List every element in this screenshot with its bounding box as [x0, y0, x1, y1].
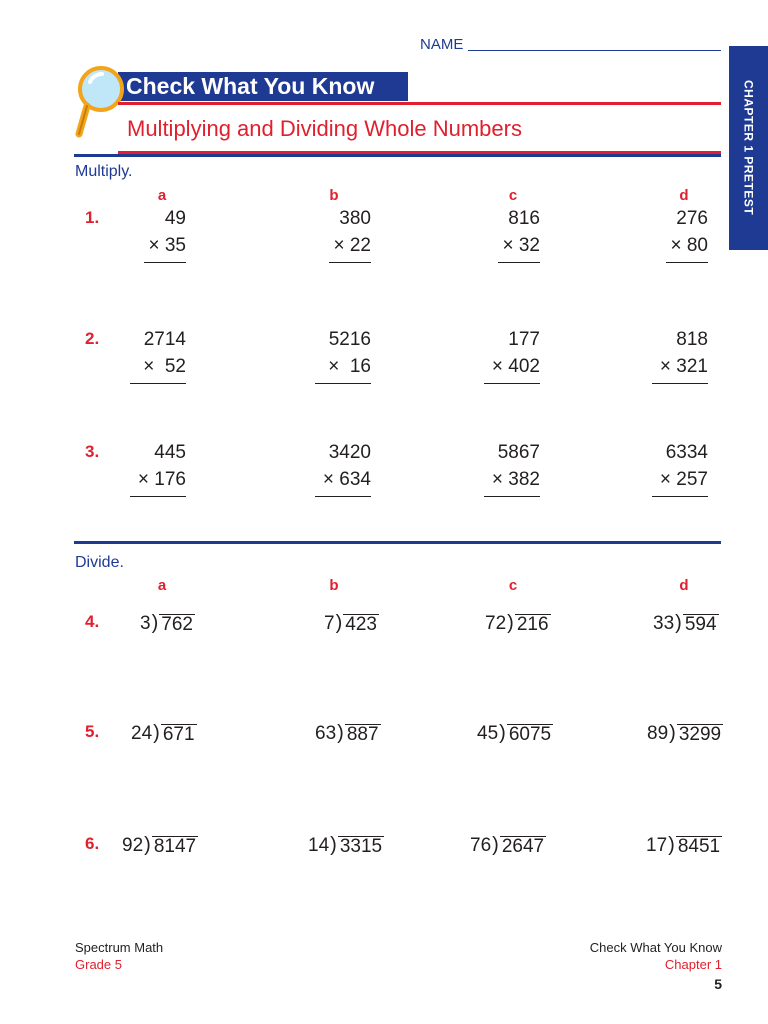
product-line: [484, 496, 540, 497]
multiplier: × 35: [148, 235, 186, 256]
dividend: 887: [346, 724, 379, 745]
product-line: [315, 496, 371, 497]
dividend: 8451: [677, 836, 721, 857]
division-bracket: ): [335, 612, 343, 634]
division-bracket: ): [507, 612, 514, 634]
divisor: 3: [140, 613, 151, 634]
footer-section: Check What You Know: [589, 940, 722, 955]
column-header-a: a: [157, 187, 167, 204]
division-bracket: ): [675, 612, 682, 634]
page-title: Check What You Know: [126, 73, 375, 99]
page-number: 5: [714, 976, 722, 992]
multiplier: × 257: [659, 469, 708, 490]
dividend: 6075: [508, 724, 552, 745]
multiplicand: 818: [676, 329, 708, 350]
column-header-c: c: [508, 187, 518, 204]
dividend: 2647: [501, 836, 545, 857]
column-header-a: a: [157, 577, 167, 594]
problem-number: 5.: [85, 722, 100, 741]
product-line: [130, 383, 186, 384]
column-header-b: b: [329, 577, 339, 594]
dividend: 762: [161, 614, 193, 635]
product-line: [652, 496, 708, 497]
multiplicand: 3420: [328, 442, 371, 463]
division-problem: [315, 722, 381, 745]
page-subtitle: Multiplying and Dividing Whole Numbers: [127, 116, 522, 141]
division-problem: [646, 834, 722, 857]
subtitle-rule-blue: [74, 154, 721, 157]
multiplier: × 321: [659, 356, 708, 377]
division-problem: [647, 722, 723, 745]
division-problem: [653, 612, 719, 635]
divisor: 7: [324, 613, 335, 634]
multiplier: × 16: [328, 356, 371, 377]
dividend: 3299: [678, 724, 722, 745]
divisor: 76: [470, 835, 492, 856]
product-line: [484, 383, 540, 384]
divisor: 92: [122, 835, 144, 856]
division-bracket: ): [669, 722, 676, 744]
problem-number: 4.: [85, 612, 100, 631]
dividend: 216: [516, 614, 549, 635]
multiplicand: 276: [676, 208, 708, 229]
product-line: [315, 383, 371, 384]
multiplicand: 5216: [328, 329, 371, 350]
column-header-b: b: [329, 187, 339, 204]
name-label: NAME: [420, 36, 464, 53]
divide-label: Divide.: [75, 554, 124, 571]
product-line: [329, 262, 371, 263]
footer-chapter: Chapter 1: [664, 957, 722, 972]
problem-number: 2.: [85, 329, 100, 348]
division-problem: [324, 612, 379, 635]
product-line: [498, 262, 540, 263]
multiplicand: 49: [164, 208, 186, 229]
multiplicand: 2714: [143, 329, 186, 350]
column-header-d: d: [679, 577, 689, 594]
division-bracket: ): [492, 834, 499, 856]
multiplier: × 32: [502, 235, 540, 256]
division-bracket: ): [337, 722, 344, 744]
divisor: 89: [647, 723, 669, 744]
multiplicand: 6334: [665, 442, 708, 463]
division-problem: [140, 612, 195, 635]
divisor: 33: [653, 613, 675, 634]
division-problem: [477, 722, 553, 745]
footer-grade: Grade 5: [75, 957, 122, 972]
multiplier: × 80: [670, 235, 708, 256]
multiplicand: 380: [339, 208, 371, 229]
multiplicand: 5867: [497, 442, 540, 463]
column-header-c: c: [508, 577, 518, 594]
title-rule-red: [118, 102, 721, 105]
divisor: 17: [646, 835, 668, 856]
multiplier: × 22: [333, 235, 371, 256]
division-problem: [470, 834, 546, 857]
dividend: 594: [684, 614, 717, 635]
product-line: [144, 262, 186, 263]
problem-number: 1.: [85, 208, 100, 227]
name-line[interactable]: [468, 50, 721, 51]
multiplier: × 176: [137, 469, 186, 490]
dividend: 3315: [339, 836, 383, 857]
product-line: [666, 262, 708, 263]
multiply-label: Multiply.: [75, 163, 133, 180]
divisor: 24: [131, 723, 153, 744]
division-bracket: ): [151, 612, 159, 634]
multiplier: × 402: [491, 356, 540, 377]
multiplier: × 52: [143, 356, 186, 377]
column-header-d: d: [679, 187, 689, 204]
division-problem: [131, 722, 197, 745]
multiplier: × 382: [491, 469, 540, 490]
division-bracket: ): [668, 834, 675, 856]
division-bracket: ): [153, 722, 160, 744]
divisor: 45: [477, 723, 499, 744]
product-line: [652, 383, 708, 384]
multiplicand: 816: [508, 208, 540, 229]
division-bracket: ): [330, 834, 337, 856]
division-problem: [308, 834, 384, 857]
division-problem: [485, 612, 551, 635]
multiplicand: 445: [154, 442, 186, 463]
division-bracket: ): [499, 722, 506, 744]
divisor: 72: [485, 613, 507, 634]
division-bracket: ): [144, 834, 151, 856]
product-line: [130, 496, 186, 497]
division-problem: [122, 834, 198, 857]
dividend: 423: [345, 614, 377, 635]
dividend: 671: [162, 724, 195, 745]
section-divider: [74, 541, 721, 544]
multiplicand: 177: [508, 329, 540, 350]
footer-publisher: Spectrum Math: [75, 940, 164, 955]
divisor: 14: [308, 835, 330, 856]
problem-number: 3.: [85, 442, 100, 461]
problem-number: 6.: [85, 834, 100, 853]
dividend: 8147: [153, 836, 197, 857]
chapter-tab-label: CHAPTER 1 PRETEST: [741, 80, 756, 216]
multiplier: × 634: [322, 469, 371, 490]
divisor: 63: [315, 723, 337, 744]
